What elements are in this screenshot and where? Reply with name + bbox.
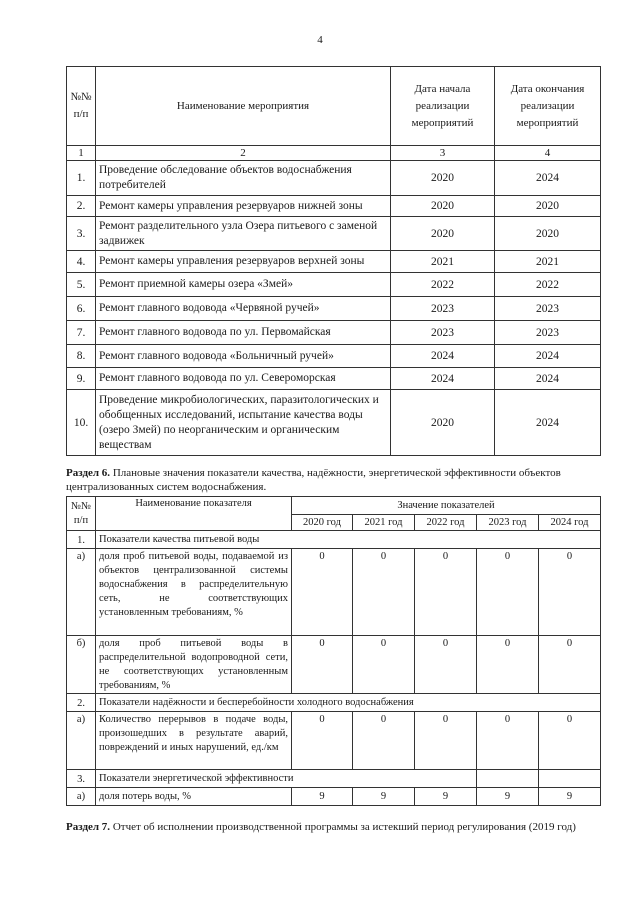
header-year: 2024 год — [539, 515, 601, 531]
col-index: 3 — [391, 146, 495, 161]
measures-header-row — [67, 67, 601, 146]
section-7-heading — [66, 820, 606, 834]
value-cell: 0 — [292, 712, 353, 770]
table-row — [67, 161, 601, 196]
group-num: 1. — [67, 531, 96, 549]
end-year: 2024 — [495, 390, 601, 456]
group-title: Показатели качества питьевой воды — [96, 531, 601, 549]
header-year: 2021 год — [353, 515, 415, 531]
indicator-name: доля проб питьевой воды в распределительной водопроводной сети, не соответствующих установленным требованиям, % — [96, 636, 292, 694]
header-year: 2023 год — [477, 515, 539, 531]
table-row — [67, 273, 601, 297]
value-cell: 0 — [415, 712, 477, 770]
row-num: 7. — [67, 321, 96, 345]
start-year: 2020 — [391, 390, 495, 456]
indicators-header-row — [67, 497, 601, 515]
end-year: 2024 — [495, 161, 601, 196]
value-cell: 9 — [477, 788, 539, 806]
table-row — [67, 390, 601, 456]
start-year: 2023 — [391, 321, 495, 345]
header-year: 2020 год — [292, 515, 353, 531]
row-num: 3. — [67, 217, 96, 251]
value-cell: 0 — [415, 636, 477, 694]
end-year: 2024 — [495, 368, 601, 390]
table-row — [67, 788, 601, 806]
start-year: 2022 — [391, 273, 495, 297]
measure-name: Ремонт разделительного узла Озера питьевого с заменой задвижек — [96, 217, 391, 251]
measure-name: Ремонт главного водовода «Червяной ручей» — [96, 297, 391, 321]
end-year: 2024 — [495, 345, 601, 368]
header-end-date: Дата окончания реализации мероприятий — [495, 67, 601, 146]
value-cell: 0 — [415, 549, 477, 636]
value-cell: 0 — [477, 549, 539, 636]
measure-name: Проведение микробиологических, паразитологических и обобщенных исследований, испытание качества воды (озеро Змей) по неорганическим и органическим веществам — [96, 390, 391, 456]
row-num: а) — [67, 788, 96, 806]
row-num: б) — [67, 636, 96, 694]
header-num: №№ п/п — [67, 67, 96, 146]
value-cell: 0 — [477, 636, 539, 694]
measures-table — [66, 66, 601, 456]
value-cell: 0 — [477, 712, 539, 770]
value-cell: 9 — [353, 788, 415, 806]
start-year: 2024 — [391, 345, 495, 368]
header-indicator-name: Наименование показателя — [96, 497, 292, 531]
section-6-heading — [66, 466, 606, 494]
page-number: 4 — [317, 34, 323, 46]
empty-cell — [477, 770, 539, 788]
row-num: 4. — [67, 251, 96, 273]
header-start-date: Дата начала реализации мероприятий — [391, 67, 495, 146]
row-num: а) — [67, 712, 96, 770]
end-year: 2020 — [495, 217, 601, 251]
start-year: 2020 — [391, 217, 495, 251]
measure-name: Ремонт камеры управления резервуаров нижней зоны — [96, 196, 391, 217]
start-year: 2023 — [391, 297, 495, 321]
measure-name: Ремонт главного водовода по ул. Первомайская — [96, 321, 391, 345]
table-row — [67, 251, 601, 273]
header-num: №№ п/п — [67, 497, 96, 531]
table-row — [67, 321, 601, 345]
measure-name: Ремонт главного водовода «Больничный ручей» — [96, 345, 391, 368]
start-year: 2020 — [391, 196, 495, 217]
end-year: 2021 — [495, 251, 601, 273]
value-cell: 9 — [415, 788, 477, 806]
group-title: Показатели энергетической эффективности — [96, 770, 477, 788]
table-row — [67, 196, 601, 217]
start-year: 2020 — [391, 161, 495, 196]
table-row — [67, 636, 601, 694]
group-row — [67, 531, 601, 549]
row-num: 5. — [67, 273, 96, 297]
col-index: 1 — [67, 146, 96, 161]
row-num: 8. — [67, 345, 96, 368]
row-num: 10. — [67, 390, 96, 456]
value-cell: 0 — [539, 636, 601, 694]
row-num: 9. — [67, 368, 96, 390]
group-num: 3. — [67, 770, 96, 788]
table-row — [67, 712, 601, 770]
end-year: 2022 — [495, 273, 601, 297]
end-year: 2020 — [495, 196, 601, 217]
value-cell: 0 — [353, 636, 415, 694]
col-index: 4 — [495, 146, 601, 161]
start-year: 2021 — [391, 251, 495, 273]
measure-name: Проведение обследование объектов водоснабжения потребителей — [96, 161, 391, 196]
table-row — [67, 345, 601, 368]
measure-name: Ремонт камеры управления резервуаров верхней зоны — [96, 251, 391, 273]
table-row — [67, 549, 601, 636]
indicator-name: Количество перерывов в подаче воды, произошедших в результате аварий, повреждений и иных нарушений, ед./км — [96, 712, 292, 770]
group-row — [67, 694, 601, 712]
end-year: 2023 — [495, 321, 601, 345]
measure-name: Ремонт главного водовода по ул. Североморская — [96, 368, 391, 390]
end-year: 2023 — [495, 297, 601, 321]
section-7-label: Раздел 7. — [66, 821, 111, 833]
header-name: Наименование мероприятия — [96, 67, 391, 146]
measure-name: Ремонт приемной камеры озера «Змей» — [96, 273, 391, 297]
value-cell: 0 — [292, 636, 353, 694]
indicators-table — [66, 496, 601, 806]
value-cell: 9 — [292, 788, 353, 806]
row-num: 2. — [67, 196, 96, 217]
col-index: 2 — [96, 146, 391, 161]
start-year: 2024 — [391, 368, 495, 390]
table-row — [67, 217, 601, 251]
group-row — [67, 770, 601, 788]
header-values: Значение показателей — [292, 497, 601, 515]
group-title: Показатели надёжности и бесперебойности холодного водоснабжения — [96, 694, 601, 712]
indicator-name: доля потерь воды, % — [96, 788, 292, 806]
value-cell: 0 — [539, 712, 601, 770]
row-num: 1. — [67, 161, 96, 196]
value-cell: 0 — [292, 549, 353, 636]
value-cell: 0 — [353, 712, 415, 770]
group-num: 2. — [67, 694, 96, 712]
value-cell: 0 — [353, 549, 415, 636]
empty-cell — [539, 770, 601, 788]
section-7-text: Отчет об исполнении производственной программы за истекший период регулирования (2019 год) — [112, 821, 576, 833]
section-6-label: Раздел 6. — [66, 467, 111, 479]
table-row — [67, 368, 601, 390]
header-year: 2022 год — [415, 515, 477, 531]
value-cell: 9 — [539, 788, 601, 806]
column-index-row — [67, 146, 601, 161]
row-num: а) — [67, 549, 96, 636]
table-row — [67, 297, 601, 321]
row-num: 6. — [67, 297, 96, 321]
section-6-text: Плановые значения показатели качества, надёжности, энергетической эффективности объектов централизованных систем водоснабжения. — [66, 467, 561, 493]
indicator-name: доля проб питьевой воды, подаваемой из объектов централизованной системы водоснабжения в распределительную сеть, не соответствующих установленным требованиям, % — [96, 549, 292, 636]
value-cell: 0 — [539, 549, 601, 636]
